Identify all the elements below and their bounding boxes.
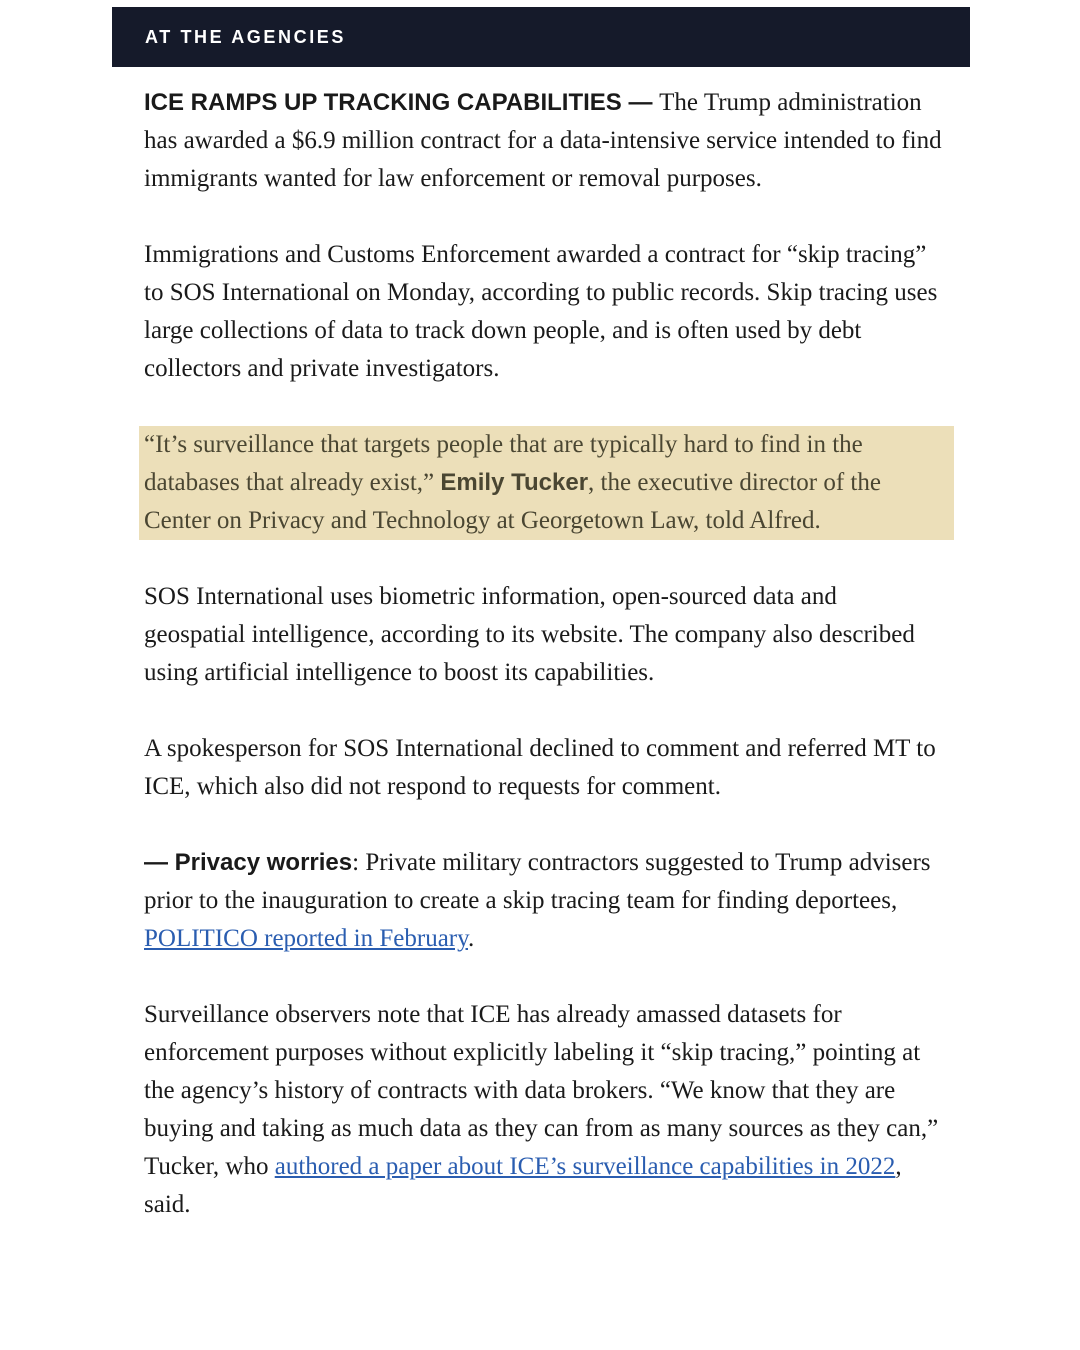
paragraph-spokesperson: A spokesperson for SOS International declined to comment and referred MT to ICE, which also did not respond to requests for comment. (144, 735, 936, 800)
paragraph-lead (144, 84, 944, 198)
quote-attribution: , the executive director of the Center on Privacy and Technology at Georgetown Law, told Alfred. (144, 469, 881, 534)
quote-text: “It’s surveillance that targets people that are typically hard to find in the databases that already exist,” (144, 431, 863, 496)
paper-link[interactable]: authored a paper about ICE’s surveillance capabilities in 2022 (274, 1153, 896, 1180)
politico-report-link[interactable]: POLITICO reported in February (144, 925, 468, 952)
paragraph-privacy-worries (144, 844, 944, 958)
section-header (112, 7, 970, 67)
paragraph-sos-international: SOS International uses biometric information, open-sourced data and geospatial intelligence, according to its website. The company also described using artificial intelligence to boost its capabilities. (144, 583, 915, 686)
paragraph-contract: Immigrations and Customs Enforcement awarded a contract for “skip tracing” to SOS International on Monday, according to public records. Skip tracing uses large collections of data to track down people, and is often used by debt collectors and private investigators. (144, 241, 938, 382)
quote-speaker-name: Emily Tucker (440, 469, 589, 496)
article-body (144, 84, 944, 1262)
article-headline: ICE RAMPS UP TRACKING CAPABILITIES (144, 89, 622, 116)
headline-dash: — (621, 89, 660, 116)
privacy-worries-lead: — Privacy worries (144, 849, 353, 876)
paragraph-surveillance-observers (144, 996, 944, 1224)
lead-body: The Trump administration has awarded a $6.9 million contract for a data-intensive service intended to find immigrants wanted for law enforcement or removal purposes. (144, 89, 942, 192)
highlighted-quote (139, 426, 954, 540)
section-label: AT THE AGENCIES (145, 26, 347, 47)
privacy-worries-end: . (468, 925, 475, 952)
observers-body: Surveillance observers note that ICE has already amassed datasets for enforcement purposes without explicitly labeling it “skip tracing,” pointing at the agency’s history of contracts with data brokers. “We know that they are buying and taking as much data as they can from as many sources as they can,” Tucker, who (144, 1001, 939, 1180)
observers-end: , said. (144, 1153, 902, 1218)
privacy-worries-body: : Private military contractors suggested to Trump advisers prior to the inauguration to create a skip tracing team for finding deportees, (144, 849, 931, 914)
